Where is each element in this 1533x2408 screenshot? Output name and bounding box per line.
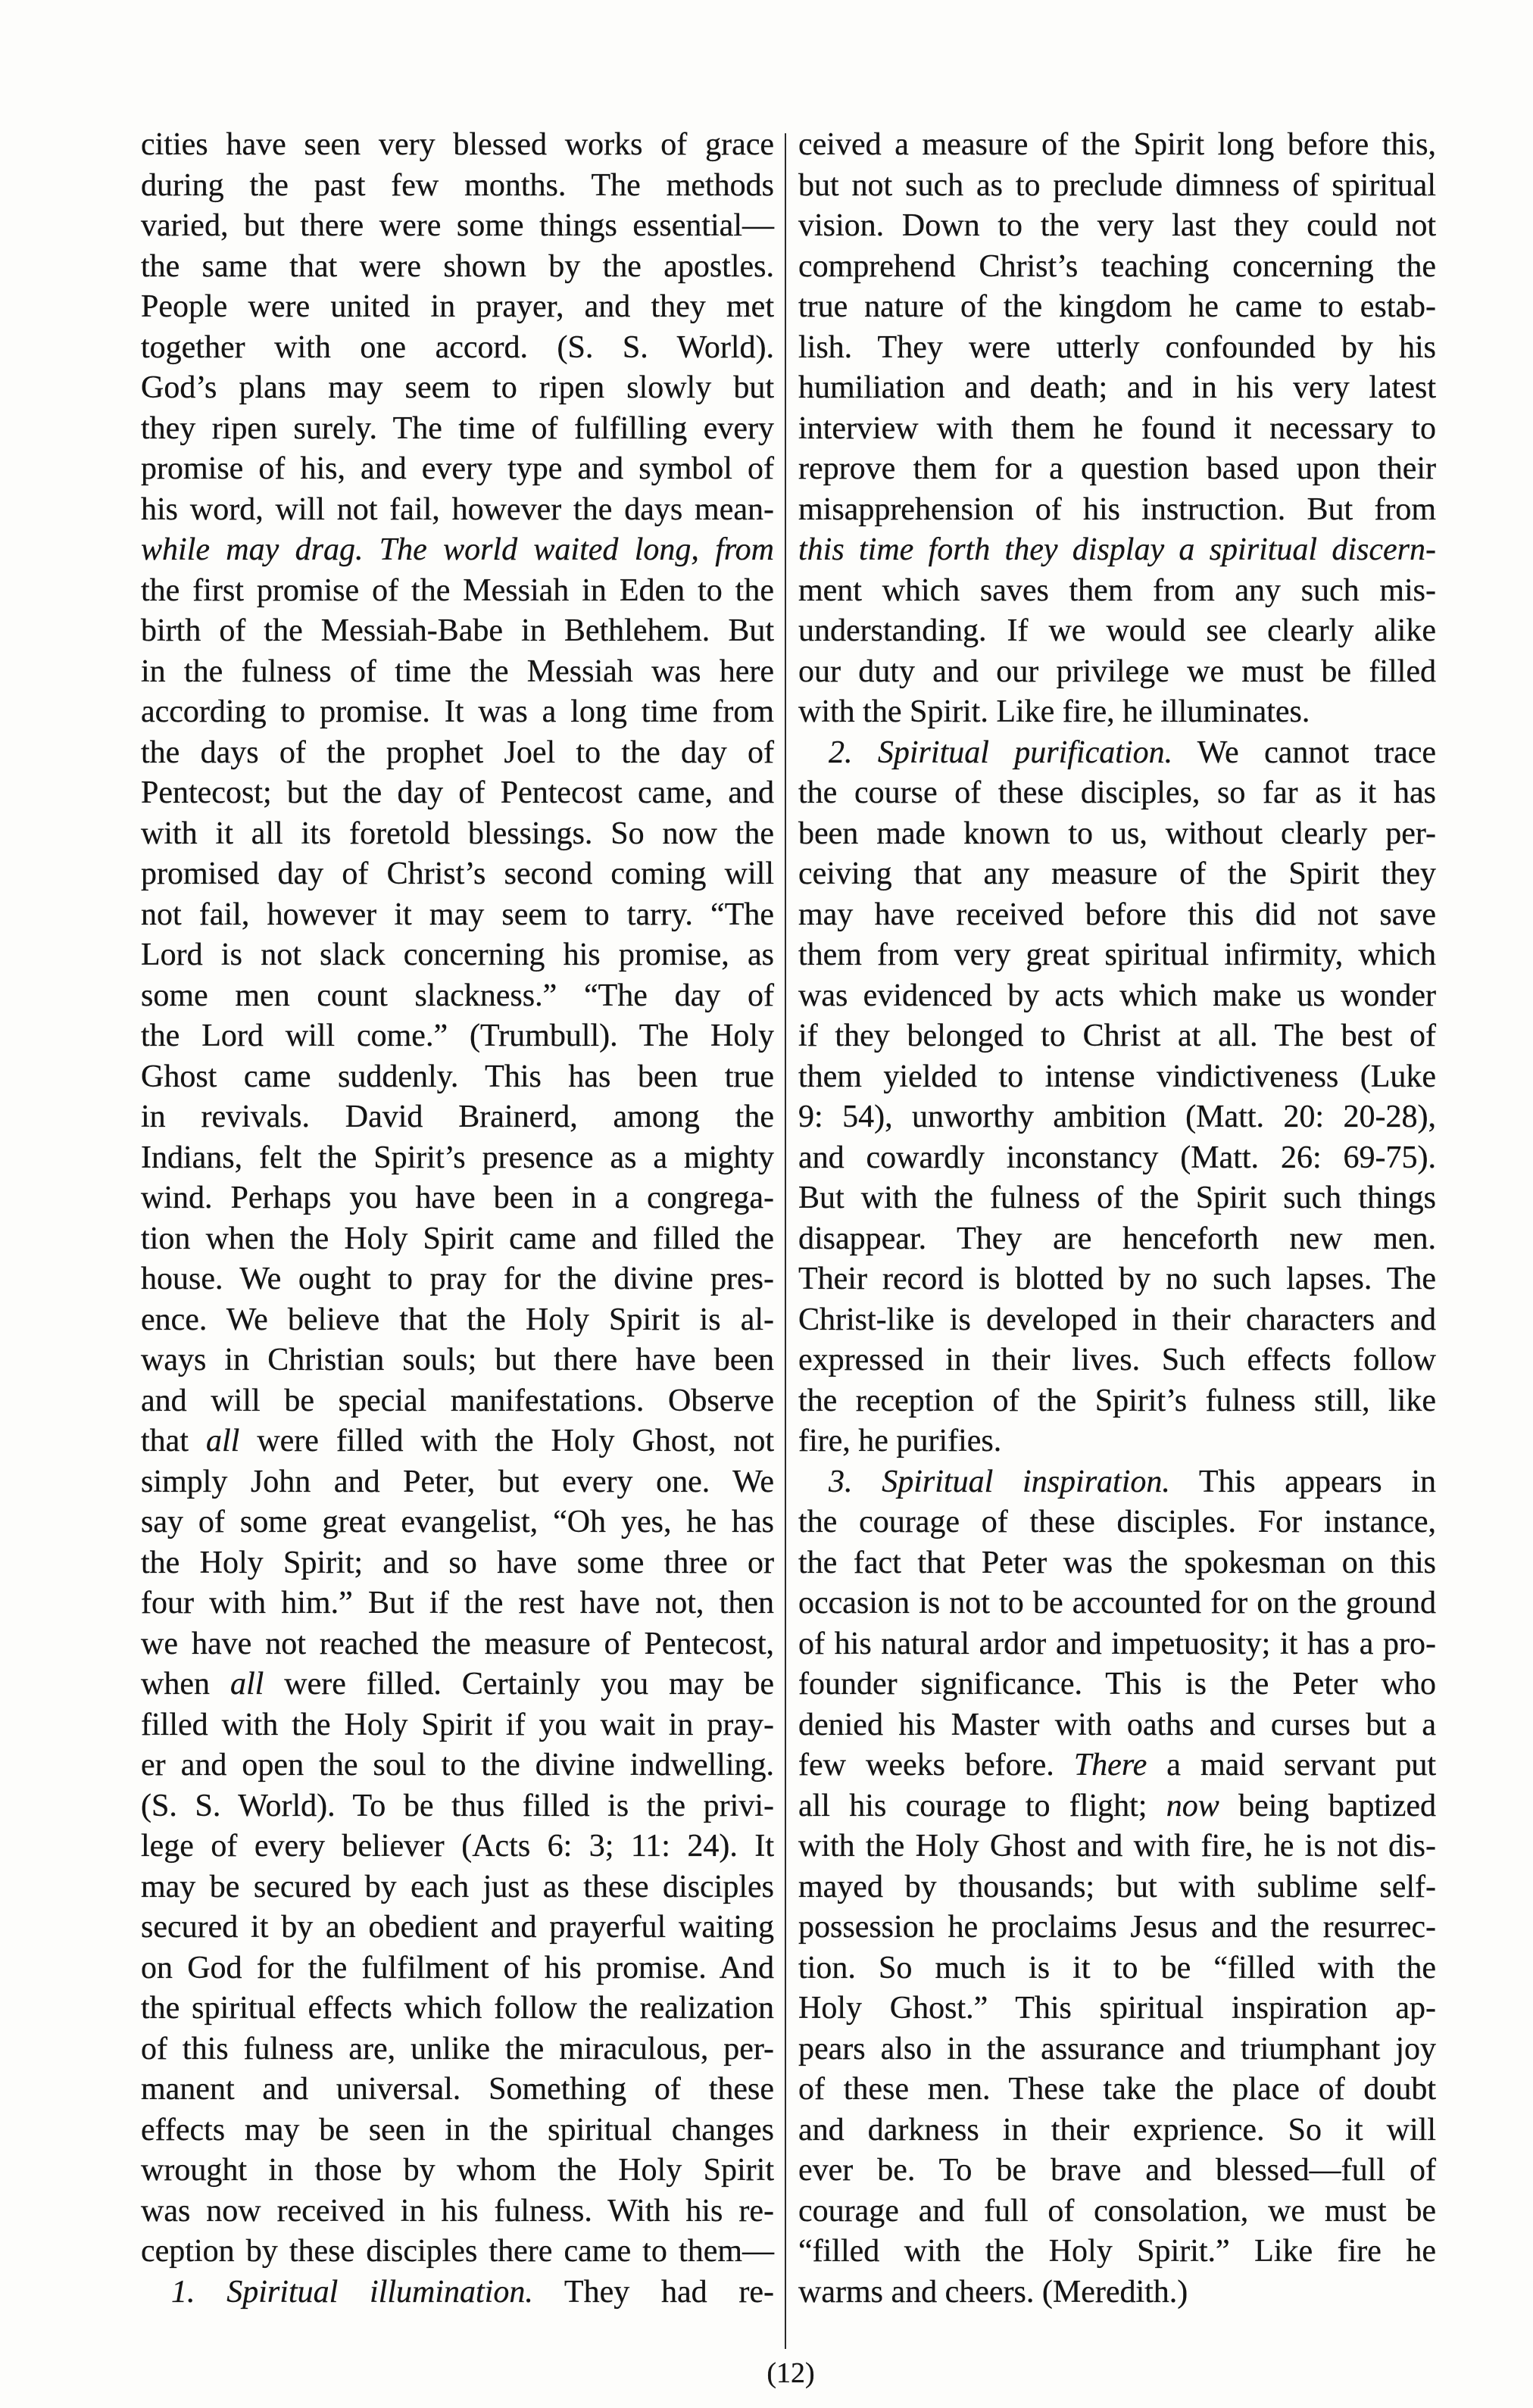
- left-column-line: [141, 166, 774, 207]
- text-run: (S. S. World). To be thus filled is the privi-: [141, 1788, 774, 1823]
- left-column-line: [141, 652, 774, 693]
- text-run: promised day of Christ’s second coming will: [141, 856, 774, 891]
- right-column-line: [798, 166, 1436, 207]
- left-column-line: [141, 1300, 774, 1341]
- left-column-line: [141, 1543, 774, 1584]
- left-column-line: [141, 2110, 774, 2151]
- right-column-line: [798, 490, 1436, 531]
- right-column-line: [798, 652, 1436, 693]
- text-run: not fail, however it may seem to tarry. “The: [141, 897, 774, 932]
- right-column-line: [798, 1786, 1436, 1827]
- right-column-line: [798, 2272, 1436, 2313]
- left-column-line: [141, 1624, 774, 1665]
- italic-text: this time forth they display a spiritual discern-: [798, 532, 1436, 567]
- right-column-line: [798, 1705, 1436, 1746]
- left-column-line: [141, 611, 774, 652]
- text-run: ception by these disciples there came to them—: [141, 2234, 774, 2269]
- right-column-line: [798, 409, 1436, 450]
- text-run: on God for the fulfilment of his promise. And: [141, 1950, 774, 1985]
- left-column-line: [141, 368, 774, 409]
- right-column-line: [798, 1259, 1436, 1300]
- right-column-line: [798, 2191, 1436, 2232]
- text-run: with the Spirit. Like fire, he illuminates.: [798, 694, 1310, 729]
- left-column-line: [141, 328, 774, 369]
- right-column-line: [798, 1016, 1436, 1057]
- text-run: few weeks before.: [798, 1748, 1074, 1783]
- right-column-line: [798, 1300, 1436, 1341]
- text-run: We cannot trace: [1172, 735, 1436, 770]
- text-run: filled with the Holy Spirit if you wait in pray-: [141, 1707, 774, 1742]
- left-column-line: [141, 287, 774, 328]
- text-run: understanding. If we would see clearly alike: [798, 613, 1436, 648]
- left-column-line: [141, 449, 774, 490]
- right-column-line: [798, 611, 1436, 652]
- text-run: house. We ought to pray for the divine pres-: [141, 1262, 774, 1296]
- text-run: misapprehension of his instruction. But from: [798, 491, 1436, 527]
- text-run: they ripen surely. The time of fulfilling every: [141, 410, 774, 446]
- left-column-line: [141, 1462, 774, 1503]
- left-column-line: [141, 692, 774, 733]
- left-column-line: [141, 895, 774, 936]
- text-run: ever be. To be brave and blessed—full of: [798, 2153, 1436, 2188]
- left-column-line: [141, 2070, 774, 2110]
- text-run: wrought in those by whom the Holy Spirit: [141, 2153, 774, 2188]
- right-column-line: [798, 854, 1436, 895]
- right-column-line: [798, 773, 1436, 814]
- text-run: comprehend Christ’s teaching concerning the: [798, 248, 1436, 284]
- right-column: [798, 125, 1436, 2313]
- italic-text: all: [205, 1424, 240, 1458]
- text-run: Lord is not slack concerning his promise, as: [141, 937, 774, 972]
- right-column-line: [798, 1219, 1436, 1260]
- text-run: when: [141, 1667, 230, 1702]
- left-column-line: [141, 1138, 774, 1179]
- text-run: been made known to us, without clearly per-: [798, 816, 1436, 851]
- text-run: ceived a measure of the Spirit long before this,: [798, 127, 1436, 162]
- right-column-line: [798, 1421, 1436, 1462]
- text-run: and darkness in their exprience. So it will: [798, 2112, 1436, 2148]
- left-column-line: [141, 2151, 774, 2191]
- text-run: were filled. Certainly you may be: [264, 1667, 774, 1702]
- left-column-line: [141, 490, 774, 531]
- text-run: But with the fulness of the Spirit such things: [798, 1181, 1436, 1215]
- text-run: manent and universal. Something of these: [141, 2072, 774, 2107]
- right-column-line: [798, 1867, 1436, 1908]
- text-run: courage and full of consolation, we must be: [798, 2193, 1436, 2229]
- text-run: promise of his, and every type and symbol of: [141, 451, 774, 486]
- text-run: with it all its foretold blessings. So now the: [141, 816, 774, 851]
- italic-text: now: [1166, 1788, 1219, 1823]
- right-column-line: [798, 247, 1436, 288]
- right-column-line: [798, 1340, 1436, 1381]
- right-column-line: [798, 2151, 1436, 2191]
- text-run: effects may be seen in the spiritual changes: [141, 2112, 774, 2148]
- text-run: Their record is blotted by no such lapses. The: [798, 1262, 1436, 1296]
- right-column-line: [798, 692, 1436, 733]
- italic-text: 2. Spiritual purification.: [829, 735, 1173, 770]
- text-run: tion. So much is it to be “filled with the: [798, 1950, 1436, 1985]
- left-column-line: [141, 1097, 774, 1138]
- left-column-line: [141, 1867, 774, 1908]
- text-run: Pentecost; but the day of Pentecost came, and: [141, 775, 774, 810]
- left-column-line: [141, 1907, 774, 1948]
- left-column-line: [141, 1745, 774, 1786]
- text-run: was now received in his fulness. With his re-: [141, 2193, 774, 2229]
- page-number: (12): [766, 2357, 815, 2389]
- left-column-line: [141, 1664, 774, 1705]
- text-run: all his courage to flight;: [798, 1788, 1166, 1823]
- text-run: lege of every believer (Acts 6: 3; 11: 24). It: [141, 1829, 774, 1864]
- text-run: founder significance. This is the Peter who: [798, 1667, 1436, 1702]
- left-column-line: [141, 1705, 774, 1746]
- left-column-line: [141, 530, 774, 571]
- left-column-line: [141, 1786, 774, 1827]
- text-run: some men count slackness.” “The day of: [141, 978, 774, 1013]
- left-column-line: [141, 814, 774, 855]
- text-run: say of some great evangelist, “Oh yes, he has: [141, 1505, 774, 1539]
- text-run: simply John and Peter, but every one. We: [141, 1464, 774, 1499]
- left-column-line: [141, 1948, 774, 1989]
- text-run: were filled with the Holy Ghost, not: [239, 1424, 775, 1458]
- left-column-line: [141, 125, 774, 166]
- text-run: the Lord will come.” (Trumbull). The Holy: [141, 1018, 774, 1053]
- right-column-line: [798, 895, 1436, 936]
- text-run: the course of these disciples, so far as it has: [798, 775, 1436, 810]
- text-run: the same that were shown by the apostles.: [141, 248, 774, 284]
- text-run: vision. Down to the very last they could not: [798, 208, 1436, 243]
- text-run: They had re-: [532, 2274, 774, 2310]
- text-run: the days of the prophet Joel to the day of: [141, 735, 774, 770]
- text-run: during the past few months. The methods: [141, 167, 774, 203]
- text-run: fire, he purifies.: [798, 1424, 1002, 1458]
- text-run: Christ-like is developed in their characters and: [798, 1302, 1436, 1337]
- right-column-line: [798, 571, 1436, 612]
- text-run: Holy Ghost.” This spiritual inspiration ap-: [798, 1991, 1436, 2026]
- right-column-line: [798, 1097, 1436, 1138]
- right-column-line: [798, 1178, 1436, 1219]
- text-run: that: [141, 1424, 206, 1458]
- right-column-line: [798, 1057, 1436, 1098]
- right-column-line: [798, 1381, 1436, 1422]
- text-run: was evidenced by acts which make us wonder: [798, 978, 1436, 1013]
- right-column-line: [798, 1745, 1436, 1786]
- left-column-line: [141, 733, 774, 774]
- text-run: may have received before this did not save: [798, 897, 1436, 932]
- text-run: secured it by an obedient and prayerful waiting: [141, 1910, 774, 1945]
- text-run: we have not reached the measure of Pentecost,: [141, 1626, 774, 1661]
- text-run: his word, will not fail, however the days mean-: [141, 491, 774, 527]
- right-column-line: [798, 935, 1436, 976]
- right-column-line: [798, 814, 1436, 855]
- text-run: This appears in: [1169, 1464, 1437, 1499]
- right-column-line: [798, 1543, 1436, 1584]
- right-column-line: [798, 1907, 1436, 1948]
- text-run: ceiving that any measure of the Spirit they: [798, 856, 1436, 891]
- text-run: Indians, felt the Spirit’s presence as a mighty: [141, 1140, 774, 1175]
- text-run: occasion is not to be accounted for on the ground: [798, 1586, 1436, 1620]
- text-run: of his natural ardor and impetuosity; it has a pro-: [798, 1626, 1436, 1661]
- text-run: our duty and our privilege we must be filled: [798, 653, 1436, 689]
- text-run: interview with them he found it necessary to: [798, 410, 1436, 446]
- left-column-line: [141, 2191, 774, 2232]
- right-column-line: [798, 2110, 1436, 2151]
- text-run: er and open the soul to the divine indwelling.: [141, 1748, 774, 1783]
- text-run: disappear. They are henceforth new men.: [798, 1221, 1436, 1256]
- column-divider: [785, 133, 786, 2349]
- text-run: may be secured by each just as these disciples: [141, 1869, 774, 1904]
- text-run: with the Holy Ghost and with fire, he is not dis-: [798, 1829, 1436, 1864]
- text-run: them yielded to intense vindictiveness (Luke: [798, 1059, 1436, 1094]
- text-run: true nature of the kingdom he came to estab-: [798, 289, 1436, 324]
- left-column-line: [141, 2232, 774, 2272]
- text-run: the fact that Peter was the spokesman on this: [798, 1545, 1436, 1580]
- left-column-line: [141, 247, 774, 288]
- text-run: ways in Christian souls; but there have been: [141, 1343, 774, 1377]
- right-column-line: [798, 1948, 1436, 1989]
- left-column-line: [141, 2029, 774, 2070]
- text-run: in the fulness of time the Messiah was here: [141, 653, 774, 689]
- text-run: expressed in their lives. Such effects follow: [798, 1343, 1436, 1377]
- right-column-line: [798, 1138, 1436, 1179]
- left-column-line: [141, 773, 774, 814]
- left-column-line: [141, 854, 774, 895]
- left-column-line: [141, 1178, 774, 1219]
- left-column-line: [141, 1259, 774, 1300]
- right-column-line: [798, 1664, 1436, 1705]
- text-run: denied his Master with oaths and curses but a: [798, 1707, 1436, 1742]
- text-run: 9: 54), unworthy ambition (Matt. 20: 20-28),: [798, 1100, 1436, 1134]
- right-column-line: [798, 530, 1436, 571]
- text-run: wind. Perhaps you have been in a congrega-: [141, 1181, 774, 1215]
- left-column-line: [141, 409, 774, 450]
- italic-text: 1. Spiritual illumination.: [171, 2274, 533, 2310]
- text-run: of these men. These take the place of doubt: [798, 2072, 1436, 2107]
- text-run: possession he proclaims Jesus and the resurrec-: [798, 1910, 1436, 1945]
- text-run: humiliation and death; and in his very latest: [798, 370, 1436, 405]
- text-run: and cowardly inconstancy (Matt. 26: 69-75).: [798, 1140, 1436, 1175]
- right-column-line: [798, 449, 1436, 490]
- text-run: a maid servant put: [1147, 1748, 1436, 1783]
- right-column-line: [798, 976, 1436, 1017]
- text-run: being baptized: [1219, 1788, 1436, 1823]
- left-column: [141, 125, 774, 2313]
- left-column-line: [141, 1583, 774, 1624]
- right-column-line: [798, 1624, 1436, 1665]
- text-run: and will be special manifestations. Observe: [141, 1383, 774, 1418]
- right-column-line: [798, 2232, 1436, 2272]
- italic-text: There: [1073, 1748, 1147, 1783]
- text-run: the Holy Spirit; and so have some three or: [141, 1545, 774, 1580]
- italic-text: 3. Spiritual inspiration.: [829, 1464, 1170, 1499]
- text-run: the first promise of the Messiah in Eden to the: [141, 572, 774, 608]
- text-run: warms and cheers. (Meredith.): [798, 2274, 1188, 2310]
- left-column-line: [141, 976, 774, 1017]
- text-run: but not such as to preclude dimness of spiritual: [798, 167, 1436, 203]
- text-run: reprove them for a question based upon their: [798, 451, 1436, 486]
- right-column-line: [798, 1988, 1436, 2029]
- text-run: ment which saves them from any such mis-: [798, 572, 1436, 608]
- left-column-line: [141, 1016, 774, 1057]
- left-column-line: [141, 571, 774, 612]
- text-run: pears also in the assurance and triumphant joy: [798, 2031, 1436, 2066]
- text-run: ence. We believe that the Holy Spirit is al-: [141, 1302, 774, 1337]
- text-run: four with him.” But if the rest have not, then: [141, 1586, 774, 1620]
- left-column-line: [141, 1057, 774, 1098]
- text-run: if they belonged to Christ at all. The best of: [798, 1018, 1436, 1053]
- right-column-line: [798, 1826, 1436, 1867]
- left-column-line: [141, 206, 774, 247]
- text-run: them from very great spiritual infirmity, which: [798, 937, 1436, 972]
- right-column-line: [798, 368, 1436, 409]
- right-column-line: [798, 206, 1436, 247]
- text-run: the courage of these disciples. For instance,: [798, 1505, 1436, 1539]
- italic-text: while may drag. The world waited long, from: [141, 532, 774, 567]
- text-run: the spiritual effects which follow the realization: [141, 1991, 774, 2026]
- left-column-line: [141, 1421, 774, 1462]
- text-run: in revivals. David Brainerd, among the: [141, 1100, 774, 1134]
- right-column-line: [798, 328, 1436, 369]
- left-column-line: [141, 1988, 774, 2029]
- left-column-line: [141, 1219, 774, 1260]
- text-run: lish. They were utterly confounded by his: [798, 329, 1436, 365]
- right-column-line: [798, 1583, 1436, 1624]
- right-column-line: [798, 125, 1436, 166]
- right-column-line: [798, 1502, 1436, 1543]
- left-column-line: [141, 1340, 774, 1381]
- text-run: birth of the Messiah-Babe in Bethlehem. But: [141, 613, 774, 648]
- left-column-line: [141, 1826, 774, 1867]
- right-column-line: [798, 1462, 1436, 1503]
- left-column-line: [141, 1381, 774, 1422]
- text-run: tion when the Holy Spirit came and filled the: [141, 1221, 774, 1256]
- text-run: according to promise. It was a long time from: [141, 694, 774, 729]
- text-run: cities have seen very blessed works of grace: [141, 127, 774, 162]
- right-column-line: [798, 733, 1436, 774]
- text-run: of this fulness are, unlike the miraculous, per-: [141, 2031, 774, 2066]
- left-column-line: [141, 935, 774, 976]
- text-run: varied, but there were some things essential—: [141, 208, 774, 243]
- right-column-line: [798, 2029, 1436, 2070]
- text-run: People were united in prayer, and they met: [141, 289, 774, 324]
- text-run: “filled with the Holy Spirit.” Like fire he: [798, 2234, 1436, 2269]
- text-run: Ghost came suddenly. This has been true: [141, 1059, 774, 1094]
- text-run: the reception of the Spirit’s fulness still, like: [798, 1383, 1436, 1418]
- italic-text: all: [229, 1667, 264, 1702]
- text-run: together with one accord. (S. S. World).: [141, 329, 774, 365]
- left-column-line: [141, 2272, 774, 2313]
- left-column-line: [141, 1502, 774, 1543]
- right-column-line: [798, 2070, 1436, 2110]
- right-column-line: [798, 287, 1436, 328]
- text-run: mayed by thousands; but with sublime self-: [798, 1869, 1436, 1904]
- text-run: God’s plans may seem to ripen slowly but: [141, 370, 774, 405]
